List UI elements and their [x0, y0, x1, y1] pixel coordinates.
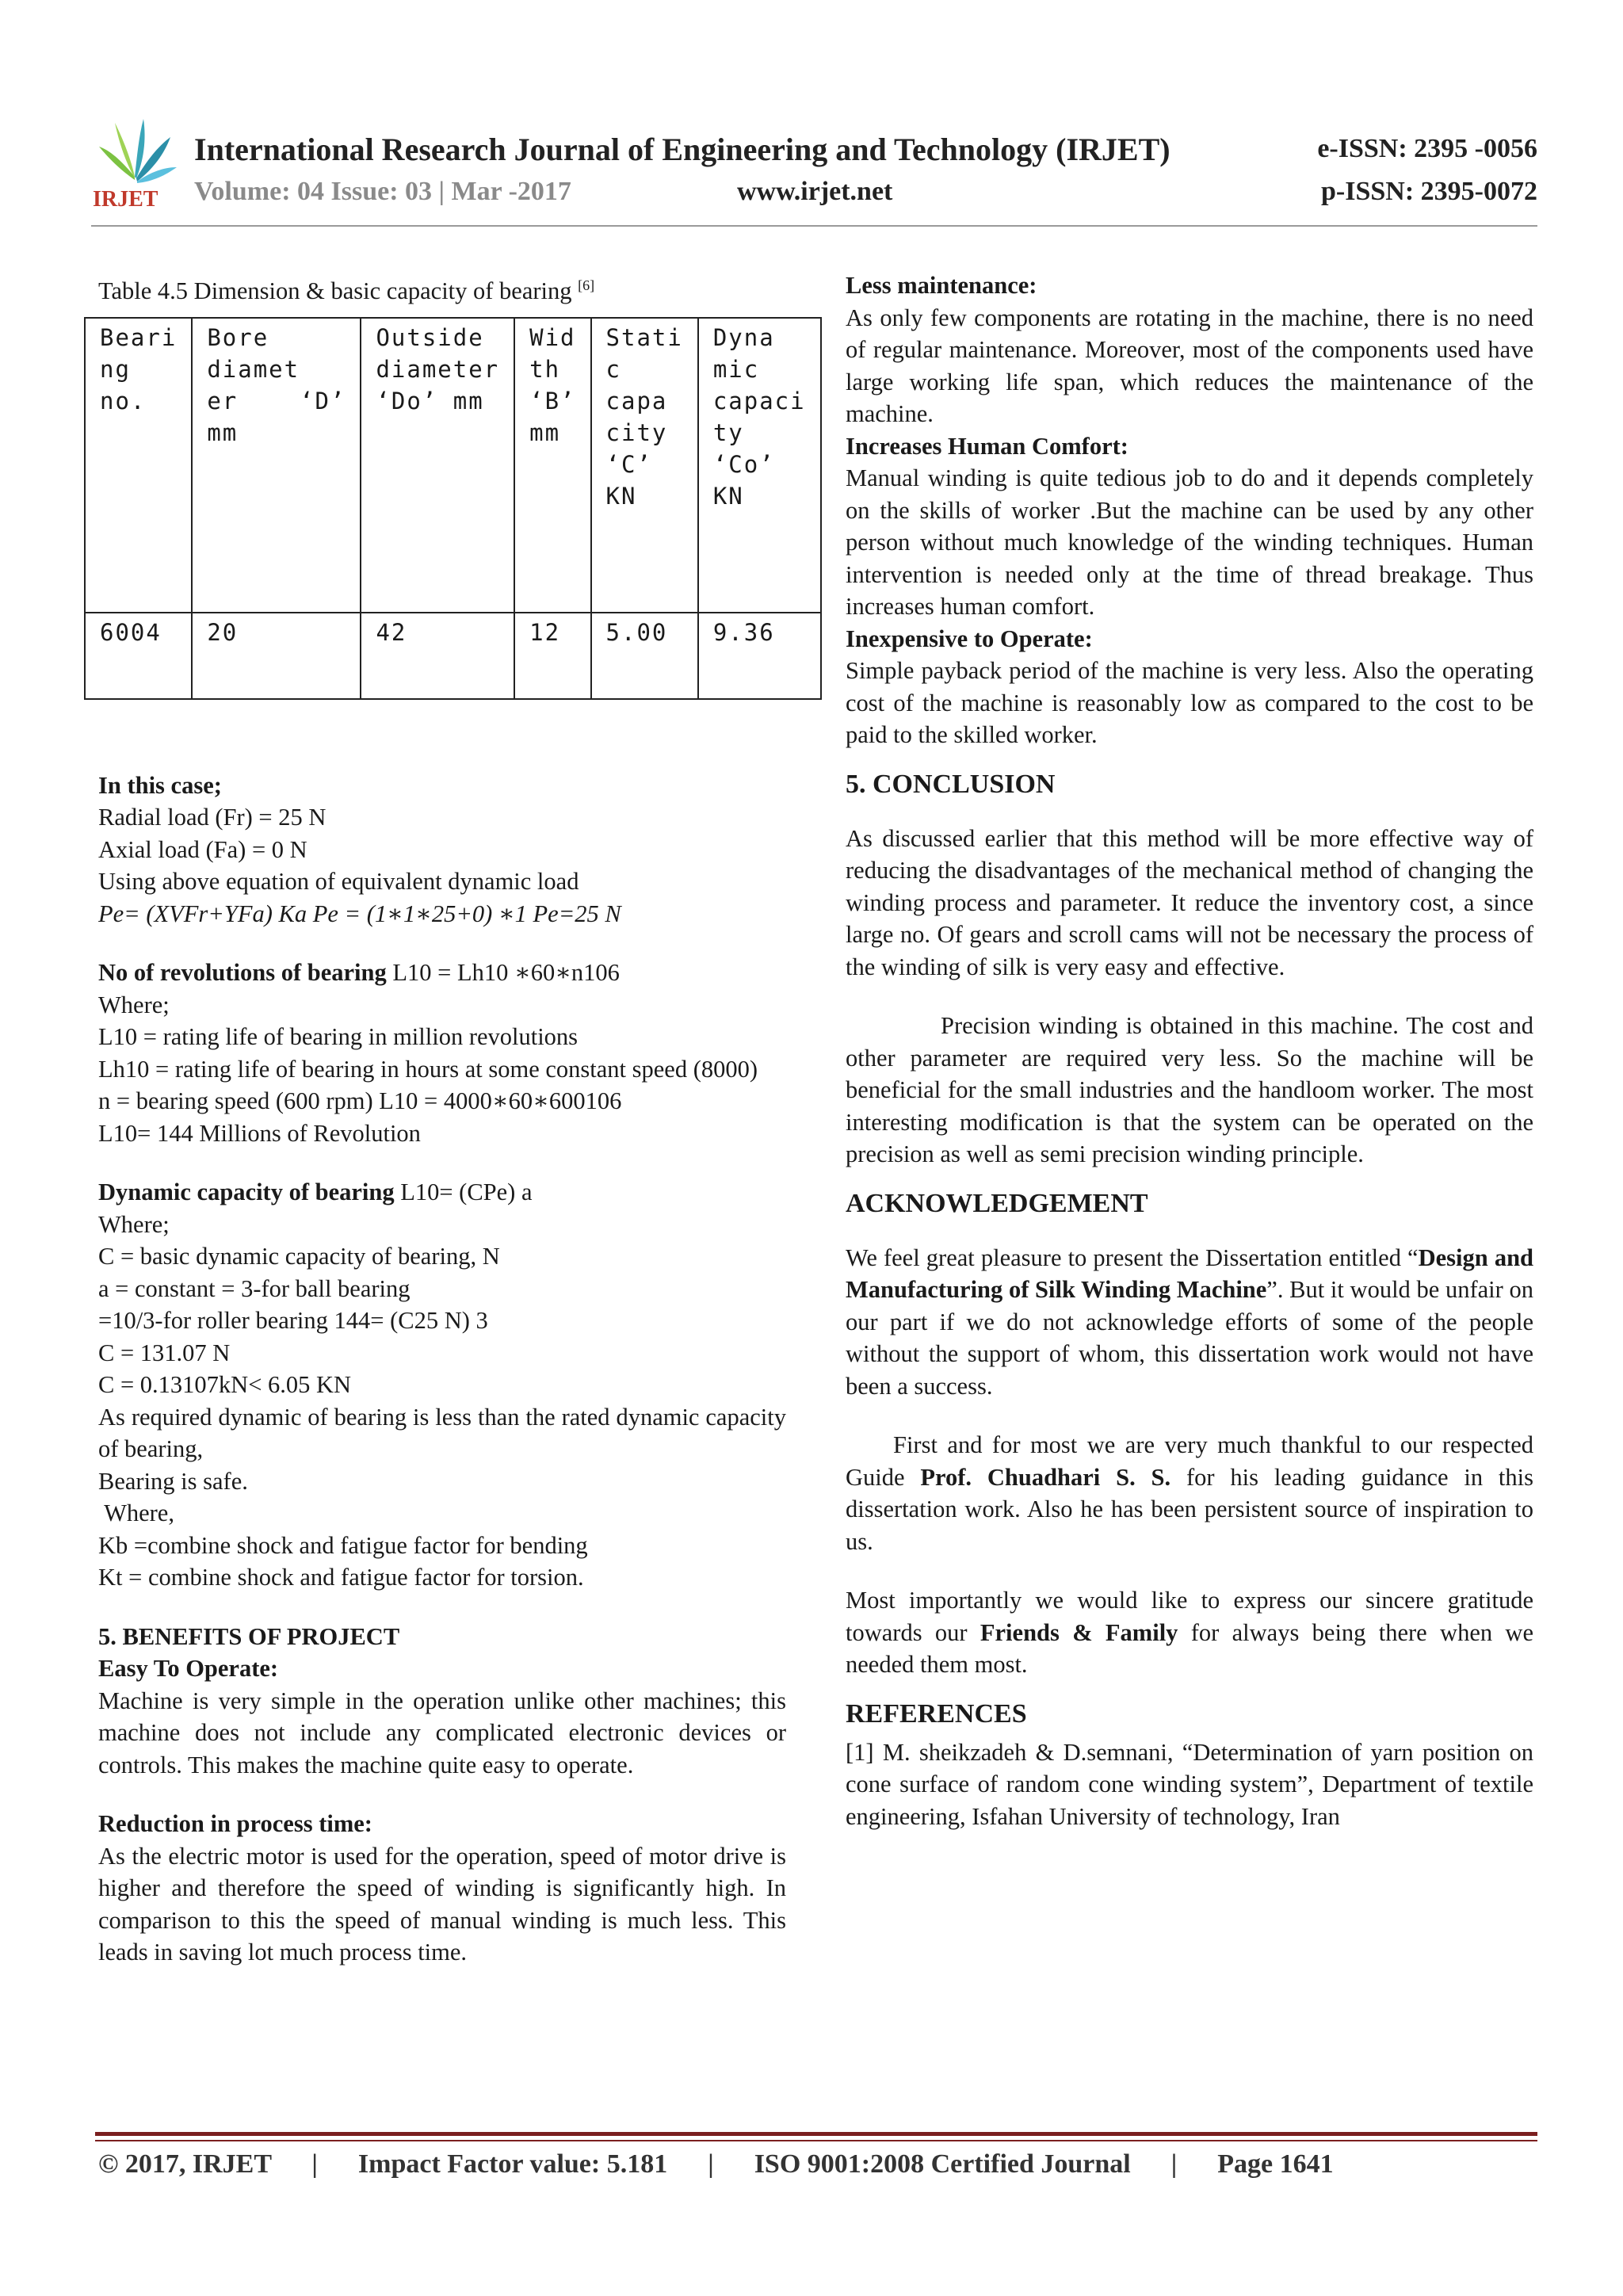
using-text: Using above equation of equivalent dynamic load	[98, 868, 579, 896]
less-maintenance-heading: Less maintenance:	[846, 272, 1037, 299]
c-definition: C = basic dynamic capacity of bearing, N	[98, 1243, 500, 1270]
where-label: Where;	[98, 1210, 170, 1238]
table-cell: 6004	[85, 613, 192, 699]
reduction-text: As the electric motor is used for the operation, speed of motor drive is higher and therefore the speed of winding is significantly high. In comparison to this the speed of manual winding is much less. This leads in saving lot much process time.	[98, 1842, 786, 1966]
acknowledgement-paragraph-1: We feel great pleasure to present the Dissertation entitled “Design and Manufacturing of Silk Winding Machine”. But it would be unfair on our part if we do not acknowledge efforts of some of the people without the support of whom, this dissertation work would not have been a success.	[846, 1244, 1533, 1400]
kt-definition: Kt = combine shock and fatigue factor for torsion.	[98, 1564, 584, 1591]
dissertation-title: Design and Manufacturing of Silk Winding Machine	[846, 1244, 1533, 1303]
human-comfort-heading: Increases Human Comfort:	[846, 432, 1128, 460]
table-cell: 12	[514, 613, 590, 699]
table-caption: Table 4.5 Dimension & basic capacity of bearing [6]	[98, 277, 595, 305]
easy-text: Machine is very simple in the operation unlike other machines; this machine does not include any complicated electronic devices or controls. This makes the machine quite easy to operate.	[98, 1687, 786, 1778]
table-header-cell: Stati c capa city ‘C’ KN	[591, 318, 698, 613]
benefits-heading: 5. BENEFITS OF PROJECT	[98, 1622, 400, 1650]
acknowledgement-paragraph-2: First and for most we are very much thankful to our respected Guide Prof. Chuadhari S. S. for his leading guidance in this dissertation work. Also he has been persistent source of inspiration to us.	[846, 1431, 1533, 1555]
required-text: As required dynamic of bearing is less than the rated dynamic capacity of bearing,	[98, 1403, 786, 1463]
table-row	[85, 613, 821, 699]
page-footer: © 2017, IRJET | Impact Factor value: 5.181 | ISO 9001:2008 Certified Journal | Page 1641	[98, 2149, 1334, 2179]
l10-value: L10= 144 Millions of Revolution	[98, 1119, 421, 1147]
kb-definition: Kb =combine shock and fatigue factor for bending	[98, 1531, 588, 1559]
table-header-row	[85, 318, 821, 613]
dynamic-capacity-equation: L10= (CPe) a	[394, 1179, 533, 1206]
inexpensive-heading: Inexpensive to Operate:	[846, 625, 1093, 652]
roller-definition: =10/3-for roller bearing 144= (C25 N) 3	[98, 1307, 488, 1335]
right-column	[846, 269, 1533, 1832]
table-header-cell: Bore diamet er ‘D’ mm	[192, 318, 361, 613]
guide-name: Prof. Chuadhari S. S.	[920, 1463, 1171, 1491]
where-label: Where,	[98, 1499, 174, 1527]
dynamic-capacity-heading: Dynamic capacity of bearing	[98, 1179, 395, 1206]
lh10-definition: Lh10 = rating life of bearing in hours at some constant speed (8000)	[98, 1055, 758, 1083]
case-heading: In this case;	[98, 771, 222, 799]
revolutions-line	[98, 957, 786, 989]
revolutions-equation: L10 = Lh10 ∗60∗n106	[386, 959, 620, 987]
dynamic-capacity-line	[98, 1176, 786, 1209]
friends-family: Friends & Family	[980, 1618, 1178, 1646]
a-definition: a = constant = 3-for ball bearing	[98, 1274, 411, 1302]
revolutions-heading: No of revolutions of bearing	[98, 959, 387, 987]
table-citation: [6]	[578, 277, 595, 293]
page-header	[91, 115, 1537, 230]
n-definition: n = bearing speed (600 rpm) L10 = 4000∗60∗600106	[98, 1087, 622, 1115]
irjet-logo-icon	[91, 115, 178, 210]
references-heading: REFERENCES	[846, 1698, 1027, 1729]
svg-text:IRJET: IRJET	[93, 187, 158, 210]
acknowledgement-heading: ACKNOWLEDGEMENT	[846, 1188, 1148, 1218]
pe-equation: Pe= (XVFr+YFa) Ka Pe = (1∗1∗25+0) ∗1 Pe=25 N	[98, 900, 621, 927]
conclusion-paragraph-2: Precision winding is obtained in this machine. The cost and other parameter are required very less. So the machine will be beneficial for the small industries and the handloom worker. The most interesting modification is that the system can be operated on the precision as well as semi precision winding principle.	[846, 1012, 1533, 1167]
table-cell: 5.00	[591, 613, 698, 699]
reference-1: [1] M. sheikzadeh & D.semnani, “Determination of yarn position on cone surface of random cone winding system”, Department of textile engineering, Isfahan University of technology, Iran	[846, 1738, 1533, 1830]
table-cell: 42	[361, 613, 514, 699]
footer-divider	[95, 2132, 1537, 2136]
less-maintenance-text: As only few components are rotating in the machine, there is no need of regular maintenance. Moreover, most of the components used have large working life span, which reduces the maintenance of the machine.	[846, 304, 1533, 427]
table-cell: 20	[192, 613, 361, 699]
easy-heading: Easy To Operate:	[98, 1655, 279, 1683]
e-issn: e-ISSN: 2395 -0056	[1317, 134, 1537, 163]
table-header-cell: Dyna mic capaci ty ‘Co’ KN	[698, 318, 821, 613]
table-cell: 9.36	[698, 613, 821, 699]
header-divider	[91, 225, 1537, 227]
table-header-cell: Wid th ‘B’ mm	[514, 318, 590, 613]
left-column	[98, 269, 806, 1969]
conclusion-heading: 5. CONCLUSION	[846, 769, 1056, 799]
acknowledgement-paragraph-3: Most importantly we would like to express our sincere gratitude towards our Friends & Family for always being there when we needed them most.	[846, 1587, 1533, 1678]
website-link[interactable]: www.irjet.net	[737, 177, 893, 206]
conclusion-paragraph-1: As discussed earlier that this method will be more effective way of reducing the disadvantages of the mechanical method of changing the winding process and parameter. It reduce the inventory cost, a since large no. Of gears and scroll cams will not be necessary the process of the winding of silk is very easy and effective.	[846, 824, 1533, 980]
human-comfort-text: Manual winding is quite tedious job to do and it depends completely on the skills of worker .But the machine can be used by any other person without much knowledge of the winding techniques. Human intervention is needed only at the time of thread breakage. Thus increases human comfort.	[846, 464, 1533, 620]
volume-issue: Volume: 04 Issue: 03 | Mar -2017	[194, 177, 571, 206]
bearing-table	[84, 317, 822, 700]
l10-definition: L10 = rating life of bearing in million revolutions	[98, 1023, 579, 1051]
table-header-cell: Outside diameter ‘Do’ mm	[361, 318, 514, 613]
where-label: Where;	[98, 991, 170, 1018]
radial-load: Radial load (Fr) = 25 N	[98, 804, 327, 831]
footer-divider-thin	[95, 2140, 1537, 2141]
inexpensive-text: Simple payback period of the machine is very less. Also the operating cost of the machine is reasonably low as compared to the cost to be paid to the skilled worker.	[846, 657, 1533, 748]
safe-text: Bearing is safe.	[98, 1467, 248, 1495]
axial-load: Axial load (Fa) = 0 N	[98, 835, 307, 863]
c-value-2: C = 0.13107kN< 6.05 KN	[98, 1371, 352, 1399]
journal-title: International Research Journal of Engineering and Technology (IRJET)	[194, 132, 1170, 167]
reduction-heading: Reduction in process time:	[98, 1810, 372, 1838]
p-issn: p-ISSN: 2395-0072	[1321, 177, 1537, 206]
c-value-1: C = 131.07 N	[98, 1339, 231, 1366]
table-header-cell: Beari ng no.	[85, 318, 192, 613]
